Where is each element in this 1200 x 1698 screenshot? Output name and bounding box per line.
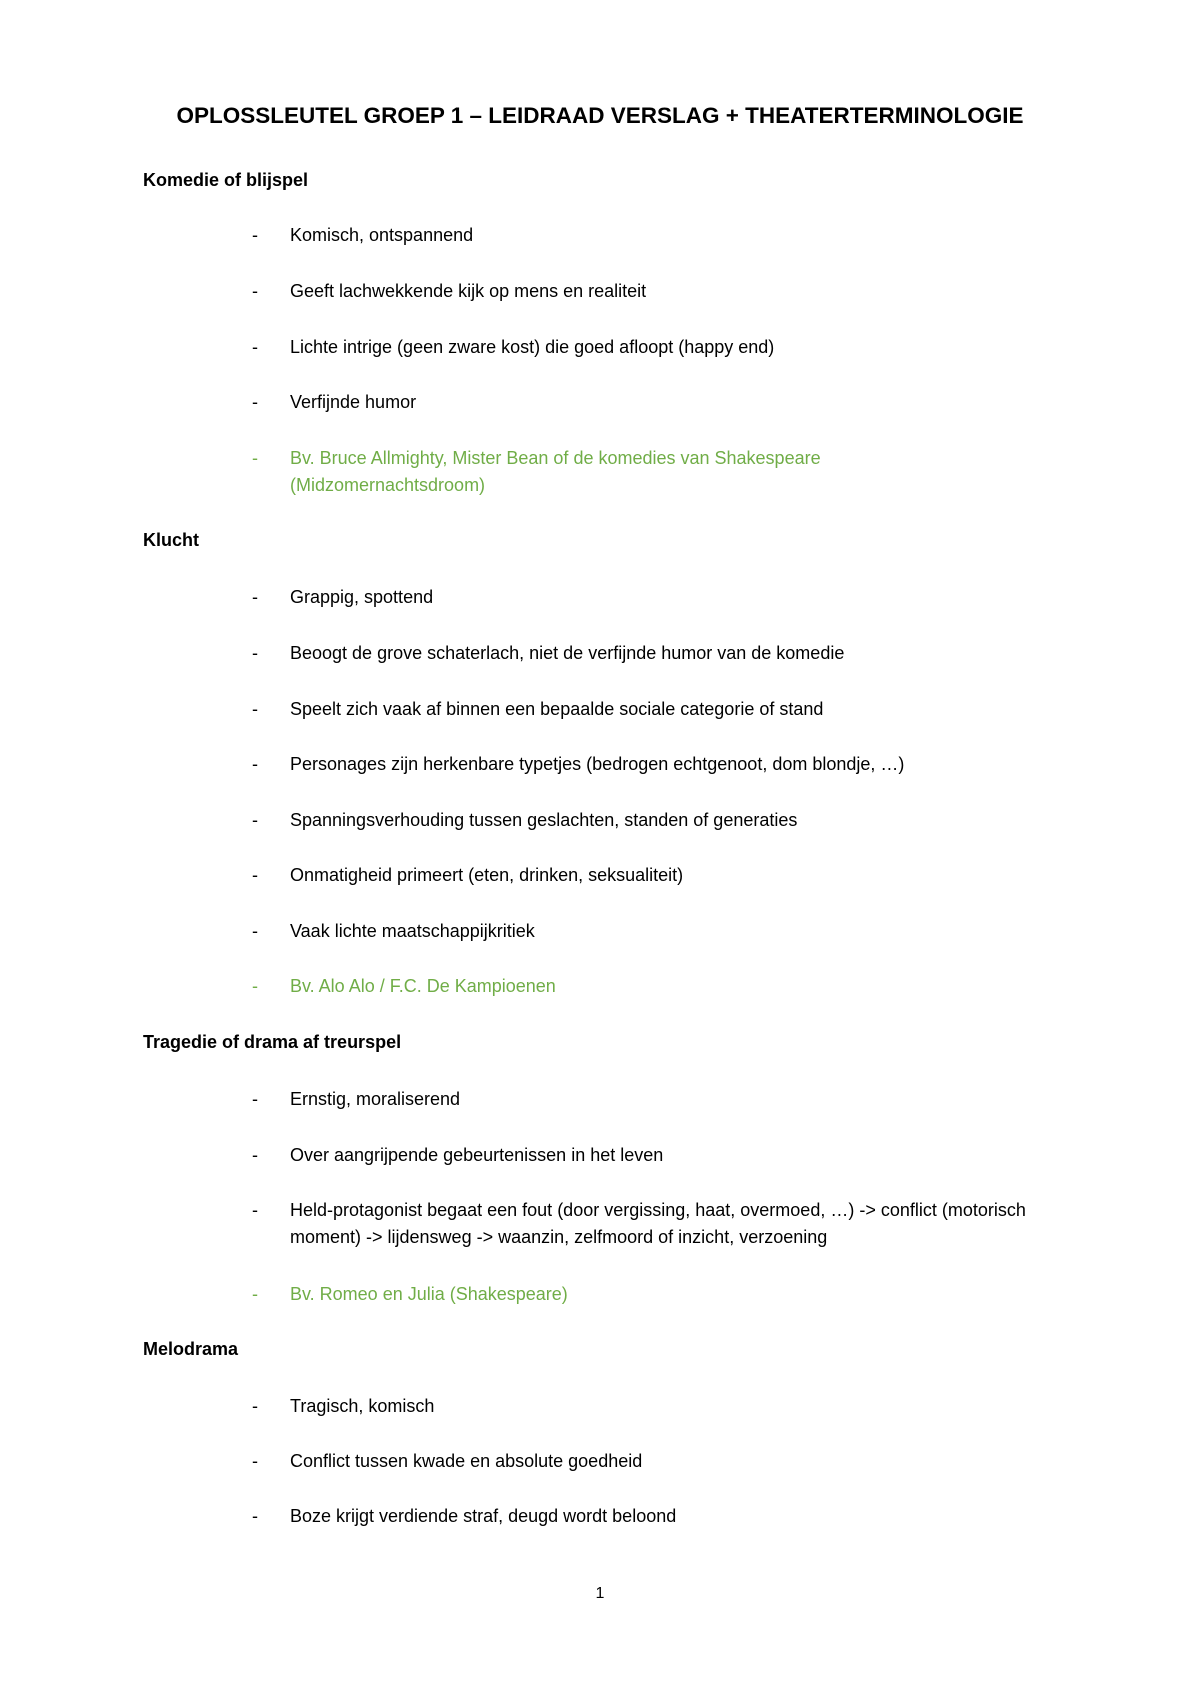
list-item-text: Komisch, ontspannend	[290, 225, 474, 245]
list-item	[252, 584, 1052, 611]
list-item	[252, 278, 1052, 305]
list-bullet: -	[252, 976, 258, 996]
list-bullet: -	[252, 281, 258, 301]
example-item	[252, 445, 892, 499]
list-item-text: Lichte intrige (geen zware kost) die goed afloopt (happy end)	[290, 337, 775, 357]
list-bullet: -	[252, 643, 258, 663]
list-item	[252, 1197, 1032, 1251]
list-bullet: -	[252, 448, 258, 468]
list-bullet: -	[252, 810, 258, 830]
list-bullet: -	[252, 225, 258, 245]
list-item-text: Vaak lichte maatschappijkritiek	[290, 921, 535, 941]
list-item-text: Boze krijgt verdiende straf, deugd wordt beloond	[290, 1506, 677, 1526]
list-bullet: -	[252, 1506, 258, 1526]
list-bullet: -	[252, 1396, 258, 1416]
list-item-text: Over aangrijpende gebeurtenissen in het leven	[290, 1145, 664, 1165]
section-heading-tragedie: Tragedie of drama af treurspel	[143, 1032, 402, 1052]
section-heading-klucht: Klucht	[143, 530, 199, 550]
list-item-text: Ernstig, moraliserend	[290, 1089, 461, 1109]
list-item	[252, 222, 1052, 249]
list-bullet: -	[252, 1451, 258, 1471]
example-text: Bv. Romeo en Julia (Shakespeare)	[290, 1284, 568, 1304]
list-item-text: Spanningsverhouding tussen geslachten, standen of generaties	[290, 810, 798, 830]
list-bullet: -	[252, 1145, 258, 1165]
list-bullet: -	[252, 1200, 258, 1220]
list-item-text: Personages zijn herkenbare typetjes (bedrogen echtgenoot, dom blondje, …)	[290, 754, 905, 774]
list-item-text: Beoogt de grove schaterlach, niet de verfijnde humor van de komedie	[290, 643, 845, 663]
example-item	[252, 1281, 1052, 1308]
list-item	[252, 1393, 1052, 1420]
section-heading-komedie: Komedie of blijspel	[143, 170, 309, 190]
example-text: Bv. Bruce Allmighty, Mister Bean of de komedies van Shakespeare (Midzomernachtsdroom)	[290, 448, 821, 495]
list-bullet: -	[252, 865, 258, 885]
list-item	[252, 1503, 1052, 1530]
example-text: Bv. Alo Alo / F.C. De Kampioenen	[290, 976, 556, 996]
list-bullet: -	[252, 392, 258, 412]
list-item	[252, 389, 1052, 416]
list-bullet: -	[252, 587, 258, 607]
list-bullet: -	[252, 1284, 258, 1304]
list-item-text: Onmatigheid primeert (eten, drinken, seksualiteit)	[290, 865, 684, 885]
list-item-text: Grappig, spottend	[290, 587, 434, 607]
list-item	[252, 640, 1052, 667]
list-bullet: -	[252, 1089, 258, 1109]
list-item	[252, 807, 1052, 834]
list-item-text: Verfijnde humor	[290, 392, 417, 412]
list-item-text: Held-protagonist begaat een fout (door vergissing, haat, overmoed, …) -> conflict (motorisch moment) -> lijdensweg -> waanzin, zelfmoord of inzicht, verzoening	[290, 1200, 1026, 1247]
list-item-text: Tragisch, komisch	[290, 1396, 435, 1416]
list-item	[252, 918, 1052, 945]
list-item	[252, 1086, 1052, 1113]
list-bullet: -	[252, 337, 258, 357]
page-number: 1	[595, 1585, 605, 1602]
list-item-text: Speelt zich vaak af binnen een bepaalde sociale categorie of stand	[290, 699, 824, 719]
list-bullet: -	[252, 699, 258, 719]
list-bullet: -	[252, 754, 258, 774]
example-item	[252, 973, 1052, 1000]
list-item	[252, 862, 1052, 889]
list-item-text: Conflict tussen kwade en absolute goedheid	[290, 1451, 643, 1471]
list-item	[252, 696, 1052, 723]
list-item	[252, 334, 1052, 361]
list-item-text: Geeft lachwekkende kijk op mens en realiteit	[290, 281, 647, 301]
list-item	[252, 751, 1052, 778]
list-bullet: -	[252, 921, 258, 941]
section-heading-melodrama: Melodrama	[143, 1339, 239, 1359]
list-item	[252, 1448, 1052, 1475]
list-item	[252, 1142, 1052, 1169]
document-title: OPLOSSLEUTEL GROEP 1 – LEIDRAAD VERSLAG + THEATERTERMINOLOGIE	[176, 103, 1024, 128]
